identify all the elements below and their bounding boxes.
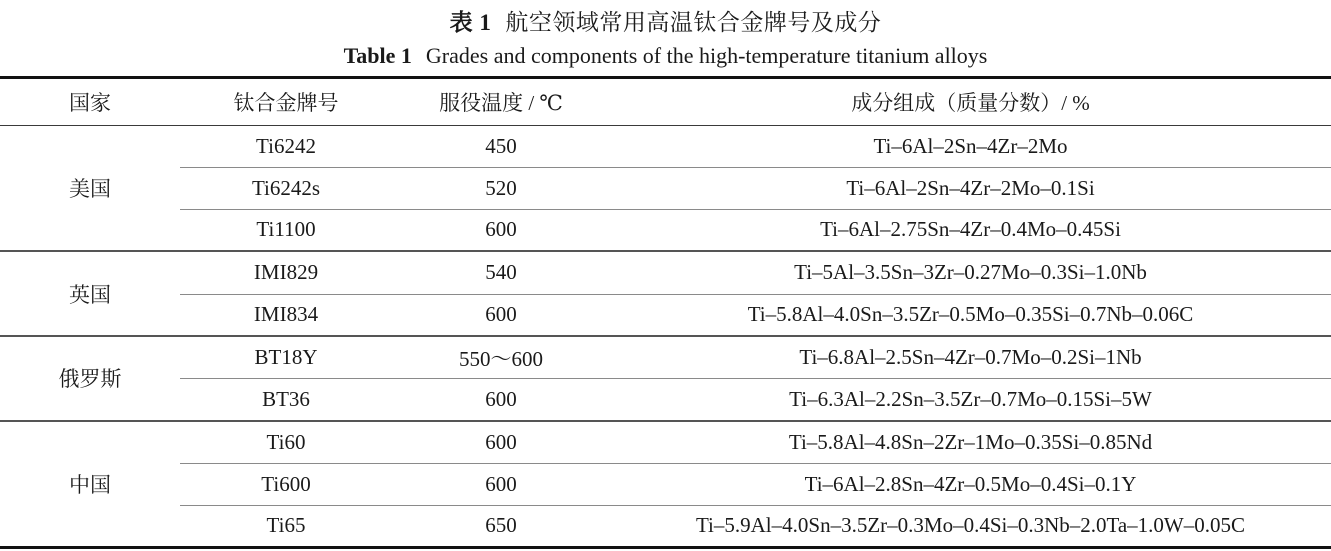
- country-cell: 俄罗斯: [58, 367, 122, 392]
- temp-cell: 540: [485, 260, 517, 285]
- composition-cell: Ti–6.3Al–2.2Sn–3.5Zr–0.7Mo–0.15Si–5W: [789, 387, 1152, 412]
- temp-cell: 450: [485, 134, 517, 159]
- header-country: 国家: [69, 91, 111, 115]
- table-row: [180, 252, 1331, 293]
- table-row: [180, 337, 1331, 378]
- table-caption-cn: [0, 8, 1331, 40]
- temp-cell: 600: [485, 217, 517, 242]
- table-row: [180, 422, 1331, 463]
- grade-cell: BT36: [262, 387, 310, 412]
- country-section: [0, 335, 1331, 420]
- country-section: [0, 420, 1331, 546]
- temp-cell: 600: [485, 429, 517, 454]
- table-row: [180, 505, 1331, 546]
- temp-cell: 650: [485, 513, 517, 538]
- grade-cell: Ti6242: [256, 134, 316, 159]
- country-cell: 中国: [69, 472, 111, 497]
- table-caption-en-text: Grades and components of the high-temperature titanium alloys: [425, 43, 988, 68]
- table-row: [180, 167, 1331, 208]
- table-caption-en: [0, 40, 1331, 76]
- table-row: [180, 209, 1331, 250]
- composition-cell: Ti–6Al–2.75Sn–4Zr–0.4Mo–0.45Si: [820, 217, 1121, 242]
- table-caption-cn-label: 表 1: [449, 10, 492, 35]
- country-cell: 美国: [69, 177, 111, 202]
- grade-cell: BT18Y: [254, 345, 318, 370]
- composition-cell: Ti–6Al–2.8Sn–4Zr–0.5Mo–0.4Si–0.1Y: [804, 471, 1137, 496]
- temp-cell: 600: [485, 471, 517, 496]
- temp-cell: 600: [485, 302, 517, 327]
- composition-cell: Ti–6Al–2Sn–4Zr–2Mo: [873, 134, 1068, 159]
- grade-cell: Ti6242s: [251, 176, 321, 201]
- table-row: [180, 463, 1331, 504]
- header-grade: 钛合金牌号: [233, 91, 339, 115]
- temp-cell: 550～600: [459, 346, 543, 371]
- table-header-row: [0, 79, 1331, 126]
- country-section: [0, 250, 1331, 335]
- table-caption-cn-text: 航空领域常用高温钛合金牌号及成分: [505, 10, 882, 35]
- grade-cell: Ti65: [266, 513, 306, 538]
- table-row: [180, 294, 1331, 335]
- grade-cell: Ti1100: [256, 217, 316, 242]
- composition-cell: Ti–5.9Al–4.0Sn–3.5Zr–0.3Mo–0.4Si–0.3Nb–2.0Ta–1.0W–0.05C: [695, 513, 1246, 538]
- temp-cell: 600: [485, 387, 517, 412]
- table-caption-en-label: Table 1: [343, 43, 412, 68]
- composition-cell: Ti–5.8Al–4.8Sn–2Zr–1Mo–0.35Si–0.85Nd: [788, 429, 1153, 454]
- table-row: [180, 378, 1331, 419]
- grade-cell: Ti600: [261, 471, 311, 496]
- composition-cell: Ti–5Al–3.5Sn–3Zr–0.27Mo–0.3Si–1.0Nb: [794, 260, 1147, 285]
- temp-cell: 520: [485, 176, 517, 201]
- header-composition: 成分组成（质量分数）/ %: [851, 91, 1090, 115]
- section-rows: [180, 252, 1331, 335]
- grade-cell: IMI829: [253, 260, 319, 285]
- header-service-temp: 服役温度 / ℃: [439, 91, 563, 115]
- country-cell: 英国: [69, 282, 111, 307]
- section-rows: [180, 126, 1331, 250]
- alloy-table: [0, 76, 1331, 549]
- grade-cell: IMI834: [253, 302, 319, 327]
- composition-cell: Ti–6Al–2Sn–4Zr–2Mo–0.1Si: [846, 176, 1095, 201]
- grade-cell: Ti60: [266, 429, 306, 454]
- section-rows: [180, 422, 1331, 546]
- table-body: [0, 126, 1331, 546]
- table-row: [180, 126, 1331, 167]
- composition-cell: Ti–6.8Al–2.5Sn–4Zr–0.7Mo–0.2Si–1Nb: [799, 345, 1142, 370]
- country-section: [0, 126, 1331, 250]
- section-rows: [180, 337, 1331, 420]
- composition-cell: Ti–5.8Al–4.0Sn–3.5Zr–0.5Mo–0.35Si–0.7Nb–0.06C: [747, 302, 1194, 327]
